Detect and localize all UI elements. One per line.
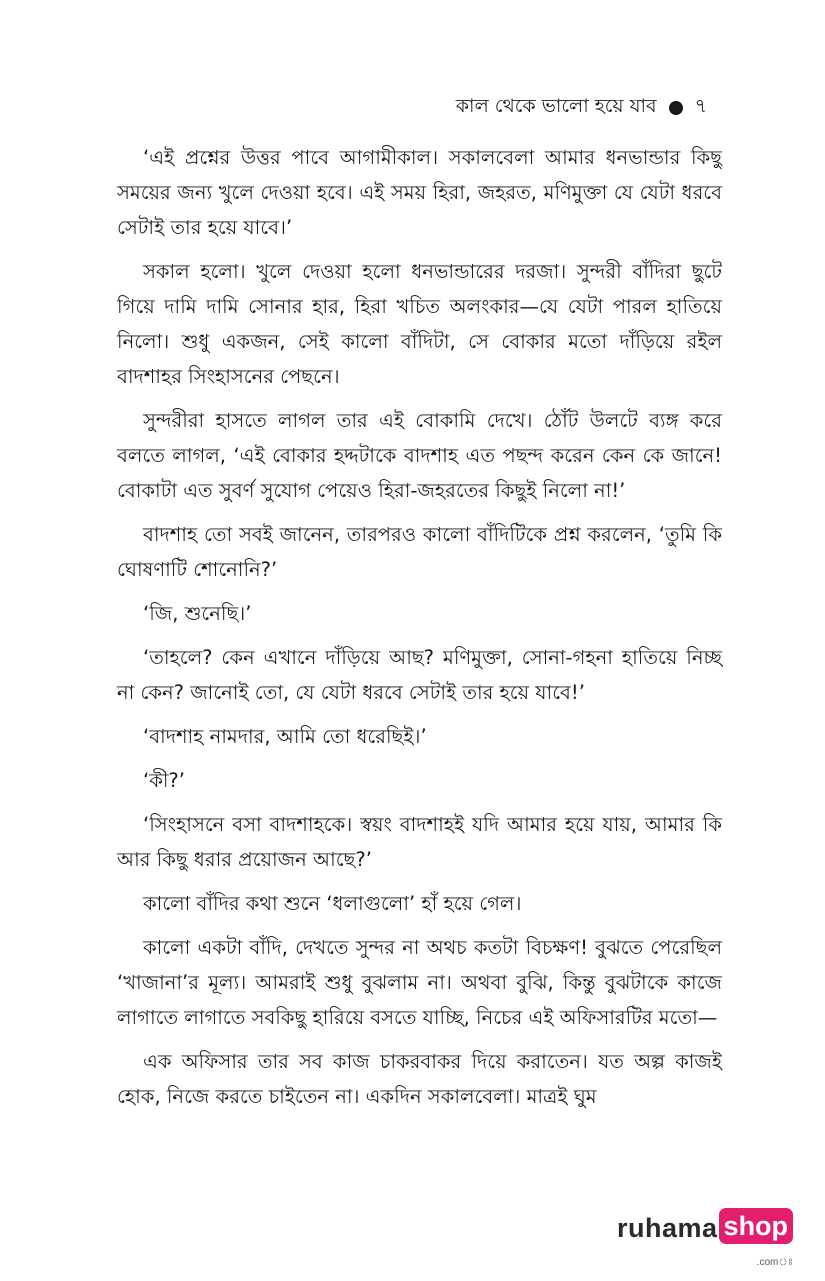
logo-word: ruhama — [617, 1213, 718, 1243]
paragraph: ‘বাদশাহ নামদার, আমি তো ধরেছিই।’ — [143, 725, 427, 748]
paragraph: সুন্দরীরা হাসতে লাগল তার এই বোকামি দেখে। ঠোঁট উলটে ব্যঙ্গ করে বলতে লাগল, ‘এই বোকার হদ্দটাকে বাদশাহ এত পছন্দ করেন কেন কে জানে! বোকাটা এত সুবর্ণ সুযোগ পেয়েও হিরা-জহরতের কিছুই নিলো না!’ — [117, 409, 722, 502]
body-text — [117, 140, 722, 1114]
page-number: ৭ — [694, 95, 707, 117]
logo-box-text: shop — [723, 1211, 789, 1241]
publisher-logo — [617, 1208, 794, 1268]
paragraph: ‘সিংহাসনে বসা বাদশাহকে। স্বয়ং বাদশাহই যদি আমার হয়ে যায়, আমার কি আর কিছু ধরার প্রয়োজন আছে?’ — [117, 813, 722, 871]
paragraph: বাদশাহ তো সবই জানেন, তারপরও কালো বাঁদিটিকে প্রশ্ন করলেন, ‘তুমি কি ঘোষণাটি শোনোনি?’ — [117, 523, 722, 581]
paragraph: ‘কী?’ — [143, 769, 185, 792]
bullet-dot-icon — [669, 101, 683, 115]
paragraph: ‘জি, শুনেছি।’ — [143, 602, 252, 625]
paragraph: এক অফিসার তার সব কাজ চাকরবাকর দিয়ে করাতেন। যত অল্প কাজই হোক, নিজে করতে চাইতেন না। একদিন সকালবেলা। মাত্রই ঘুম — [117, 1050, 722, 1108]
paragraph: ‘এই প্রশ্নের উত্তর পাবে আগামীকাল। সকালবেলা আমার ধনভান্ডার কিছু সময়ের জন্য খুলে দেওয়া হবে। এই সময় হিরা, জহরত, মণিমুক্তা যে যেটা ধরবে সেটাই তার হয়ে যাবে।’ — [117, 146, 722, 239]
paragraph: কালো বাঁদির কথা শুনে ‘ধলাগুলো’ হাঁ হয়ে গেল। — [143, 892, 522, 915]
running-title: কাল থেকে ভালো হয়ে যাব — [455, 95, 657, 117]
paragraph: কালো একটা বাঁদি, দেখতে সুন্দর না অথচ কতটা বিচক্ষণ! বুঝতে পেরেছিল ‘খাজানা’র মূল্য। আমরাই শুধু বুঝলাম না। অথবা বুঝি, কিন্তু বুঝটাকে কাজে লাগাতে লাগাতে সবকিছু হারিয়ে বসতে যাচ্ছি, নিচের এই অফিসারটির মতো— — [117, 936, 722, 1029]
paragraph: সকাল হলো। খুলে দেওয়া হলো ধনভান্ডারের দরজা। সুন্দরী বাঁদিরা ছুটে গিয়ে দামি দামি সোনার হার, হিরা খচিত অলংকার—যে যেটা পারল হাতিয়ে নিলো। শুধু একজন, সেই কালো বাঁদিটা, সে বোকার মতো দাঁড়িয়ে রইল বাদশাহর সিংহাসনের পেছনে। — [117, 260, 722, 388]
running-head — [456, 92, 707, 124]
paragraph: ‘তাহলে? কেন এখানে দাঁড়িয়ে আছ? মণিমুক্তা, সোনা-গহনা হাতিয়ে নিচ্ছ না কেন? জানোই তো, যে যেটা ধরবে সেটাই তার হয়ে যাবে!’ — [117, 646, 722, 704]
logo-domain: .comঃ — [756, 1257, 794, 1268]
logo-box — [719, 1208, 794, 1268]
